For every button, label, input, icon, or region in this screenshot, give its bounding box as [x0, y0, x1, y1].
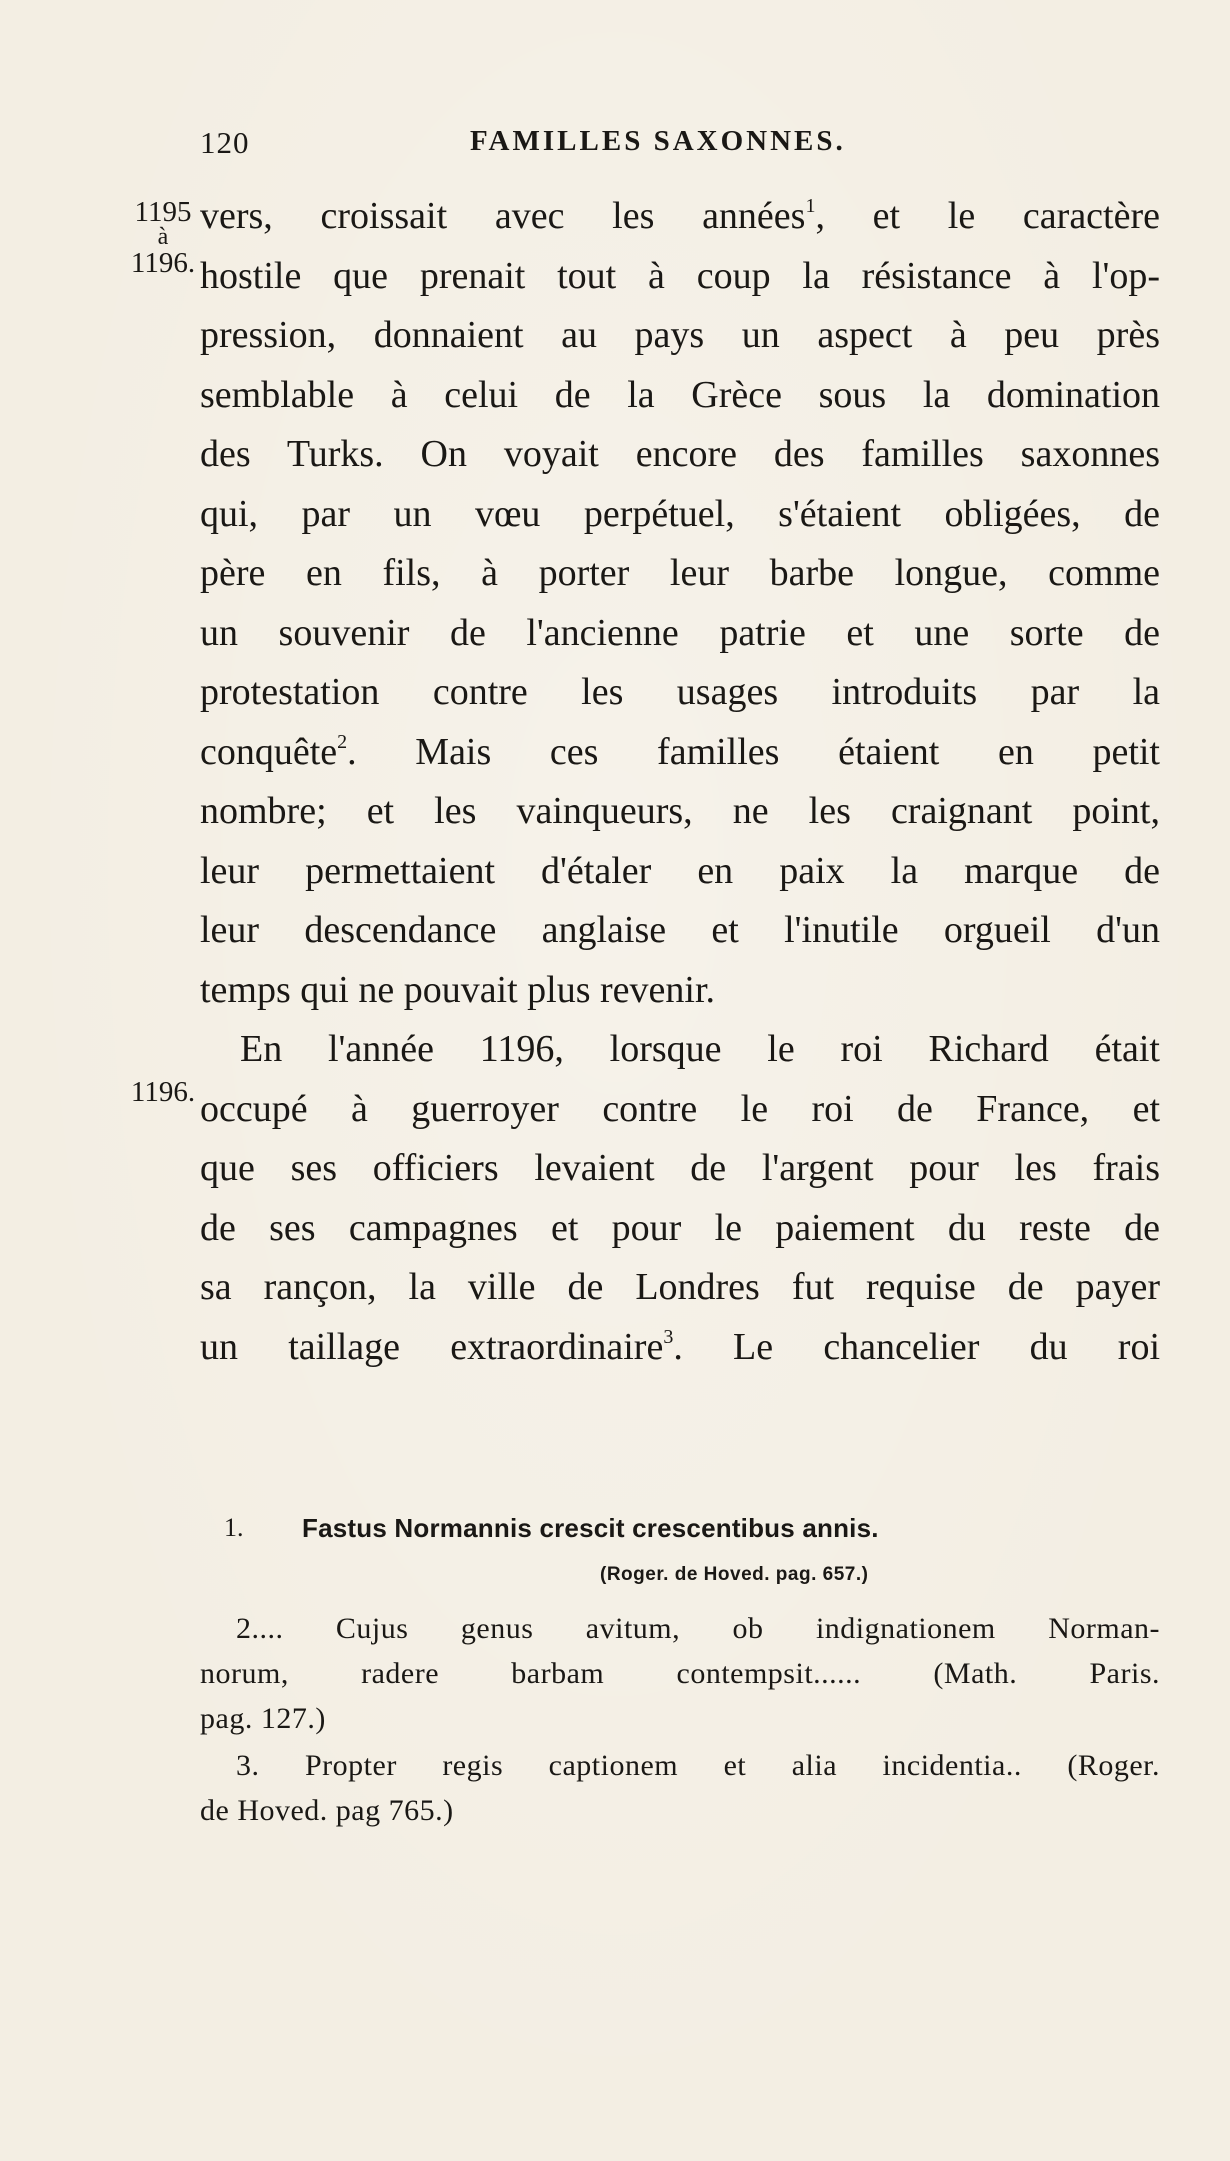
footnote-line: de Hoved. pag 765.): [200, 1794, 454, 1827]
footnote-line: norum, radere barbam contempsit...... (Math. Paris.: [200, 1657, 1160, 1690]
text-line: vers, croissait avec les années$^1$, et le caractère: [200, 195, 1160, 237]
footnote-2: [200, 1606, 1160, 1741]
footnote-ref-2: 2: [337, 730, 348, 753]
text-line: leur descendance anglaise et l'inutile orgueil d'un: [200, 909, 1160, 951]
footnote-line: 3. Propter regis captionem et alia incidentia.. (Roger.: [236, 1749, 1160, 1782]
text-line: père en fils, à porter leur barbe longue, comme: [200, 552, 1160, 594]
footnote-ref-3: 3: [663, 1325, 674, 1348]
margin-year-range: [122, 198, 204, 278]
text-line: nombre; et les vainqueurs, ne les craignant point,: [200, 790, 1160, 832]
text-line: qui, par un vœu perpétuel, s'étaient obligées, de: [200, 492, 1160, 535]
text-line: hostile que prenait tout à coup la résistance à l'op-: [200, 254, 1160, 297]
page-header: [200, 125, 1100, 169]
text-line: que ses officiers levaient de l'argent pour les frais: [200, 1147, 1160, 1189]
text-line: semblable à celui de la Grèce sous la domination: [200, 373, 1160, 416]
page-number: 120: [200, 125, 250, 160]
margin-year-1196: 1196.: [130, 1076, 196, 1108]
text-line: occupé à guerroyer contre le roi de France, et: [200, 1087, 1160, 1130]
text-line: En l'année 1196, lorsque le roi Richard était: [240, 1028, 1160, 1070]
footnote-line: 2.... Cujus genus avitum, ob indignationem Norman-: [236, 1612, 1160, 1645]
running-title: FAMILLES SAXONNES.: [470, 125, 846, 157]
text-line: un souvenir de l'ancienne patrie et une sorte de: [200, 611, 1160, 654]
footnote-line: pag. 127.): [200, 1702, 326, 1735]
text-line: temps qui ne pouvait plus revenir.: [200, 968, 716, 1011]
footnote-1-text: Fastus Normannis crescit crescentibus annis.: [302, 1513, 879, 1543]
text-line: protestation contre les usages introduits par la: [200, 671, 1160, 713]
footnote-3: [200, 1743, 1160, 1833]
text-line: leur permettaient d'étaler en paix la marque de: [200, 849, 1160, 892]
margin-year-a: à: [157, 224, 169, 250]
text-line: sa rançon, la ville de Londres fut requise de payer: [200, 1266, 1160, 1308]
footnote-1-number: 1.: [224, 1513, 244, 1542]
margin-year-start: 1195: [134, 196, 192, 228]
text-line: de ses campagnes et pour le paiement du reste de: [200, 1206, 1160, 1249]
text-line: pression, donnaient au pays un aspect à peu près: [200, 314, 1160, 356]
footnote-1-source: (Roger. de Hoved. pag. 657.): [600, 1564, 869, 1585]
margin-year-end: 1196.: [130, 246, 196, 279]
text-line: conquête$^2$. Mais ces familles étaient en petit: [200, 730, 1160, 773]
main-text: [200, 187, 1160, 1377]
text-line: des Turks. On voyait encore des familles saxonnes: [200, 433, 1160, 475]
footnote-ref-1: 1: [805, 195, 816, 217]
text-line: un taillage extraordinaire$^3$. Le chancelier du roi: [200, 1325, 1161, 1368]
